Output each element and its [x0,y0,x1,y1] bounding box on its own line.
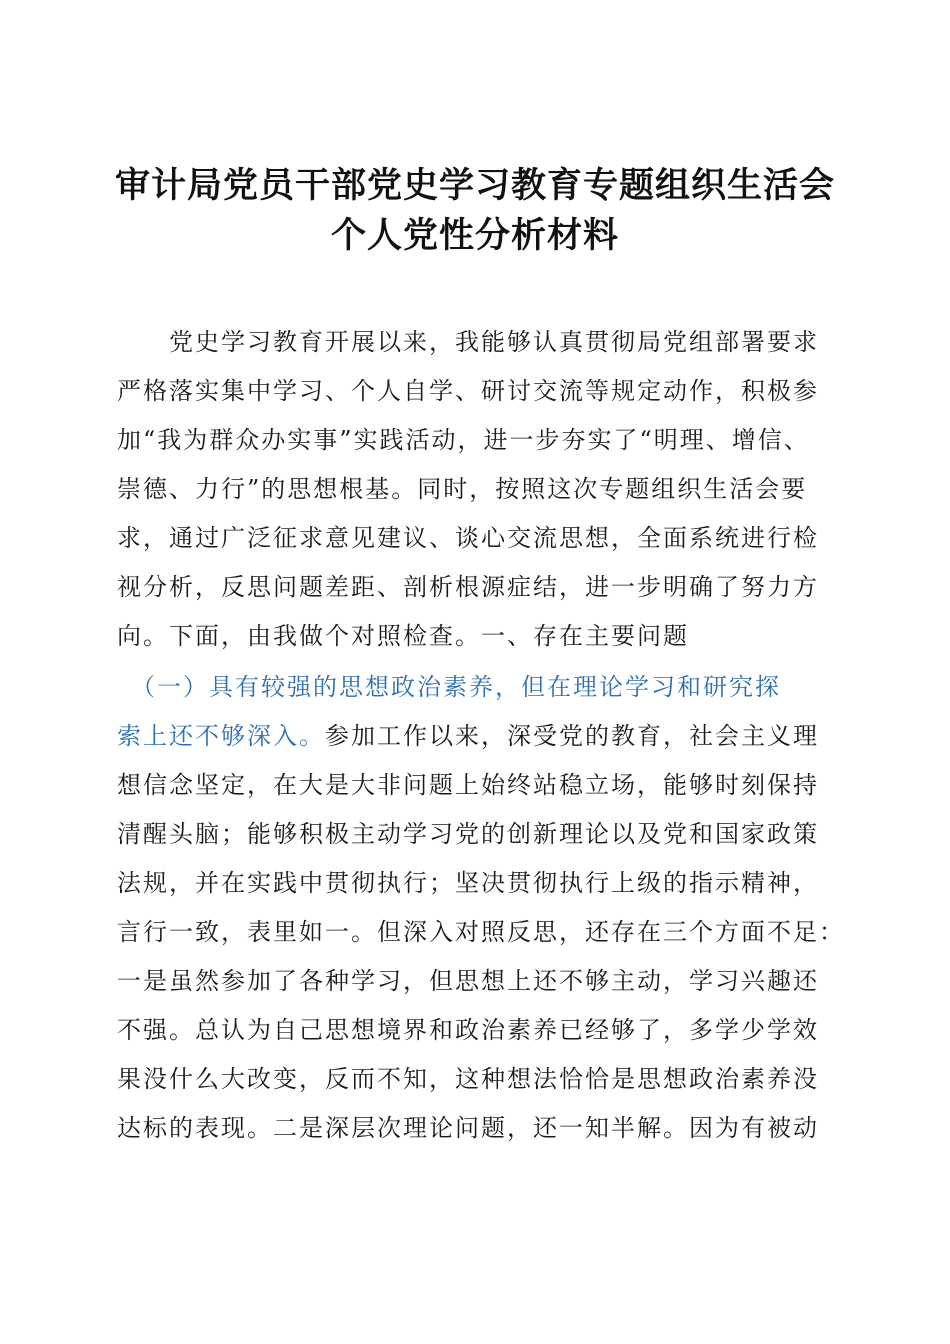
paragraph-line: 求，通过广泛征求意见建议、谈心交流思想，全面系统进行检 [117,524,819,552]
paragraph-line: 法规，并在实践中贯彻执行；坚决贯彻执行上级的指示精神， [117,869,819,897]
document-title-line-2: 个人党性分析材料 [330,216,619,256]
paragraph-line: 达标的表现。二是深层次理论问题，还一知半解。因为有被动 [117,1114,819,1142]
section-heading-rest-text: 参加工作以来，深受党的教育，社会主义理 [325,722,819,750]
paragraph-line: 严格落实集中学习、个人自学、研讨交流等规定动作，积极参 [117,377,819,405]
paragraph-line: 党史学习教育开展以来，我能够认真贯彻局党组部署要求 [117,328,819,356]
document-title-line-1: 审计局党员干部党史学习教育专题组织生活会 [114,166,835,206]
paragraph-line: 不强。总认为自己思想境界和政治素养已经够了，多学少学效 [117,1016,819,1044]
paragraph-line: 崇德、力行”的思想根基。同时，按照这次专题组织生活会要 [117,475,808,503]
paragraph-line: 清醒头脑；能够积极主动学习党的创新理论以及党和国家政策 [117,820,819,848]
paragraph-line: 加“我为群众办实事”实践活动，进一步夯实了“明理、增信、 [117,426,810,454]
section-heading-line-2 [117,712,835,761]
paragraph-line: 视分析，反思问题差距、剖析根源症结，进一步明确了努力方 [117,573,819,601]
section-heading-blue-text: 索上还不够深入。 [117,722,325,750]
paragraph-line: 向。下面，由我做个对照检查。一、存在主要问题 [117,622,689,650]
section-heading-line-1: （一）具有较强的思想政治素养，但在理论学习和研究探 [117,673,781,701]
paragraph-line: 想信念坚定，在大是大非问题上始终站稳立场，能够时刻保持 [117,771,819,799]
paragraph-line: 言行一致，表里如一。但深入对照反思，还存在三个方面不足： [117,918,845,946]
paragraph-line: 一是虽然参加了各种学习，但思想上还不够主动，学习兴趣还 [117,967,819,995]
paragraph-line: 果没什么大改变，反而不知，这种想法恰恰是思想政治素养没 [117,1065,819,1093]
